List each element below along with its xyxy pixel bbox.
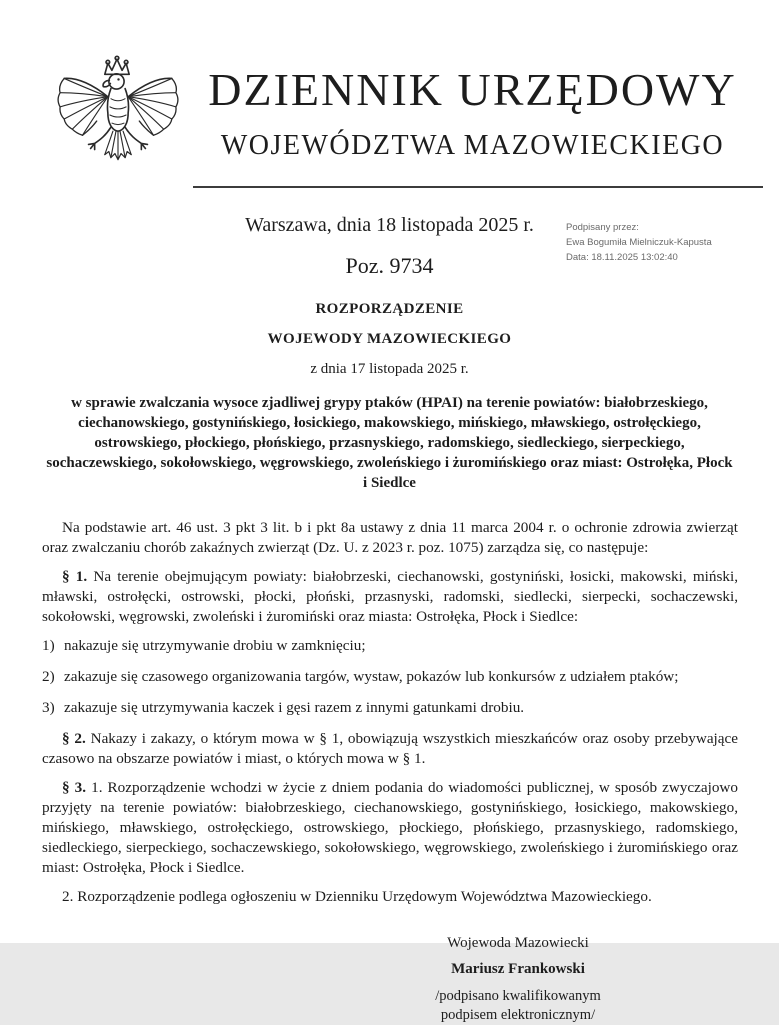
paragraph-3-label: § 3. xyxy=(62,779,87,796)
list-item xyxy=(42,667,738,687)
act-date: z dnia 17 listopada 2025 r. xyxy=(310,361,469,377)
header-divider xyxy=(193,186,763,188)
list-item-text: nakazuje się utrzymywanie drobiu w zamknięciu; xyxy=(64,637,366,654)
signer-name: Mariusz Frankowski xyxy=(451,961,585,977)
list-item-text: zakazuje się utrzymywania kaczek i gęsi razem z innymi gatunkami drobiu. xyxy=(64,699,525,716)
list-item-number: 2) xyxy=(42,668,55,685)
signature-note-line1: /podpisano kwalifikowanym xyxy=(435,988,601,1004)
paragraph-2-text: Nakazy i zakazy, o którym mowa w § 1, obowiązują wszystkich mieszkańców oraz osoby przebywające czasowo na obszarze powiatów i miast, o których mowa w § 1. xyxy=(42,730,739,767)
act-heading xyxy=(0,301,779,493)
list-item xyxy=(42,698,738,718)
journal-title: DZIENNIK URZĘDOWY xyxy=(208,64,737,115)
stamp-signed-by-name: Ewa Bogumiła Mielniczuk-Kapusta xyxy=(566,237,712,248)
signature-note xyxy=(399,987,637,1025)
act-issuer: WOJEWODY MAZOWIECKIEGO xyxy=(267,331,512,347)
list-item-text: zakazuje się czasowego organizowania targów, wystaw, pokazów lub konkursów z udziałem ptaków; xyxy=(64,668,679,685)
list-item-number: 3) xyxy=(42,699,55,716)
list-item xyxy=(42,636,738,656)
masthead xyxy=(184,50,761,162)
paragraph-1-label: § 1. xyxy=(62,568,88,585)
act-type: ROZPORZĄDZENIE xyxy=(315,301,464,317)
paragraph-2-label: § 2. xyxy=(62,730,86,747)
signature-note-line2: podpisem elektronicznym/ xyxy=(440,1007,596,1023)
act-body xyxy=(42,518,738,907)
list-item-number: 1) xyxy=(42,637,55,654)
meta-row xyxy=(0,214,779,279)
legal-basis-paragraph: Na podstawie art. 46 ust. 3 pkt 3 lit. b i pkt 8a ustawy z dnia 11 marca 2004 r. o ochronie zdrowia zwierząt oraz zwalczaniu chorób zakaźnych zwierząt (Dz. U. z 2023 r. poz. 1075) zarządza się, co następuje: xyxy=(42,519,738,556)
paragraph-3-point-2: 2. Rozporządzenie podlega ogłoszeniu w Dzienniku Urzędowym Województwa Mazowieckiego. xyxy=(62,888,652,905)
act-subject: w sprawie zwalczania wysoce zjadliwej grypy ptaków (HPAI) na terenie powiatów: białobrzeskiego, ciechanowskiego, gostynińskiego, łosickiego, makowskiego, mińskiego, mławskiego, ostrołęckiego, ostrowskiego, płockiego, płońskiego, przasnyskiego, radomskiego, siedleckiego, sierpeckiego, sochaczewskiego, sokołowskiego, węgrowskiego, zwoleńskiego i żuromińskiego oraz miast: Ostrołęka, Płock i Siedlce xyxy=(46,395,733,491)
polish-eagle-emblem-icon xyxy=(52,50,184,182)
position-number: Poz. 9734 xyxy=(345,253,434,278)
stamp-date: Data: 18.11.2025 13:02:40 xyxy=(566,252,678,263)
paragraph-1 xyxy=(42,567,738,627)
paragraph-3-point-1 xyxy=(42,778,738,878)
paragraph-3-point-1-text: 1. Rozporządzenie wchodzi w życie z dniem podania do wiadomości publicznej, w sposób zwyczajowo przyjęty na terenie powiatów: białobrzeskiego, ciechanowskiego, gostynińskiego, łosickiego, makowskiego, mińskiego, mławskiego, ostrołęckiego, ostrowskiego, płockiego, płońskiego, przasnyskiego, radomskiego, siedleckiego, sierpeckiego, sochaczewskiego, sokołowskiego, węgrowskiego, zwoleńskiego i żuromińskiego oraz miast: Ostrołęka, Płock i Siedlce. xyxy=(42,779,738,876)
stamp-signed-by-label: Podpisany przez: xyxy=(566,222,639,233)
signer-role: Wojewoda Mazowiecki xyxy=(447,935,589,951)
paragraph-2 xyxy=(42,729,738,769)
signature-block xyxy=(399,935,637,1025)
journal-subtitle: WOJEWÓDZTWA MAZOWIECKIEGO xyxy=(220,130,725,161)
paragraph-1-text: Na terenie obejmującym powiaty: białobrzeski, ciechanowski, gostyniński, łosicki, makowski, miński, mławski, ostrołęcki, ostrowski, płocki, płoński, przasnyski, radomski, siedlecki, sierpecki, sochaczewski, sokołowski, węgrowski, zwoleński i żuromiński oraz miasta: Ostrołęka, Płock i Siedlce: xyxy=(42,568,738,625)
journal-header xyxy=(0,0,779,182)
electronic-signature-stamp xyxy=(566,220,751,265)
place-date: Warszawa, dnia 18 listopada 2025 r. xyxy=(245,214,534,236)
